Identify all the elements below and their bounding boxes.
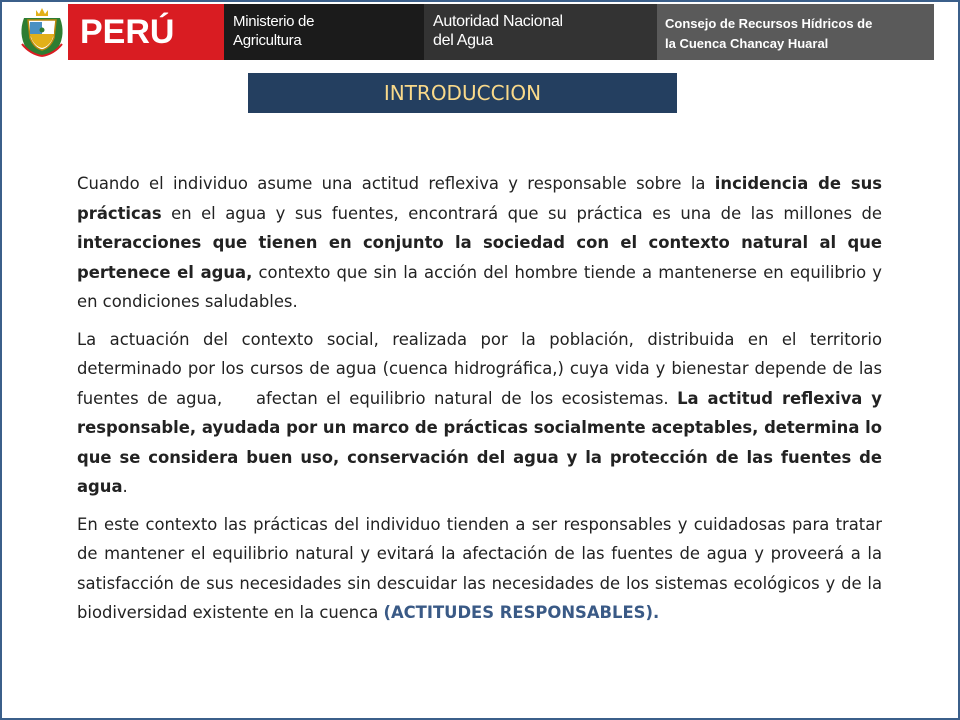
section-title: INTRODUCCION bbox=[248, 73, 677, 113]
p1-bold-2: interacciones que tienen en conjunto la sociedad con el contexto natural al que pertenece el agua, bbox=[77, 233, 882, 282]
p2-bold-1: La actitud reflexiva y responsable, ayudada por un marco de prácticas socialmente aceptables, determina lo que se considera buen uso, conservación del agua y la protección de las fuentes de agua bbox=[77, 388, 882, 496]
authority-box bbox=[424, 4, 657, 60]
council-line-2: la Cuenca Chancay Huaral bbox=[665, 36, 829, 51]
country-badge bbox=[68, 4, 224, 60]
p2-text-2: . bbox=[122, 477, 128, 496]
ministry-line-1: Ministerio de bbox=[233, 13, 315, 30]
ministry-line-2: Agricultura bbox=[233, 32, 302, 49]
paragraph-1 bbox=[77, 169, 882, 317]
paragraph-2 bbox=[77, 325, 888, 502]
p1-bold-1: incidencia de sus prácticas bbox=[77, 174, 882, 223]
coat-of-arms-peru-icon bbox=[16, 4, 68, 58]
country-label: PERÚ bbox=[80, 13, 175, 51]
body-text bbox=[77, 169, 888, 636]
council-box bbox=[657, 4, 934, 60]
authority-line-1: Autoridad Nacional bbox=[433, 13, 563, 30]
p3-text-1: En este contexto las prácticas del individuo tienden a ser responsables y cuidadosas para tratar de mantener el equilibrio natural y evitará la afectación de las fuentes de agua y proveerá a la satisfacción de sus necesidades sin descuidar las necesidades de los sistemas ecológicos y de la biodiversidad existente en la cuenca bbox=[77, 514, 882, 622]
authority-line-2: del Agua bbox=[433, 32, 493, 49]
council-line-1: Consejo de Recursos Hídricos de bbox=[665, 16, 873, 31]
p1-text-1: Cuando el individuo asume una actitud reflexiva y responsable sobre la bbox=[77, 174, 715, 193]
p1-text-2: en el agua y sus fuentes, encontrará que su práctica es una de las millones de bbox=[161, 203, 882, 223]
p3-accent: (ACTITUDES RESPONSABLES). bbox=[383, 603, 660, 622]
p2-text-1: La actuación del contexto social, realizada por la población, distribuida en el territorio determinado por los cursos de agua (cuenca hidrográfica,) cuya vida y bienestar depende de las fuentes de agua, afectan el equilibrio natural de los ecosistemas. bbox=[77, 329, 888, 408]
paragraph-3 bbox=[77, 510, 882, 628]
ministry-box bbox=[224, 4, 424, 60]
p1-text-3: contexto que sin la acción del hombre tiende a mantenerse en equilibrio y en condiciones saludables. bbox=[77, 262, 882, 311]
header-banner bbox=[0, 0, 960, 62]
